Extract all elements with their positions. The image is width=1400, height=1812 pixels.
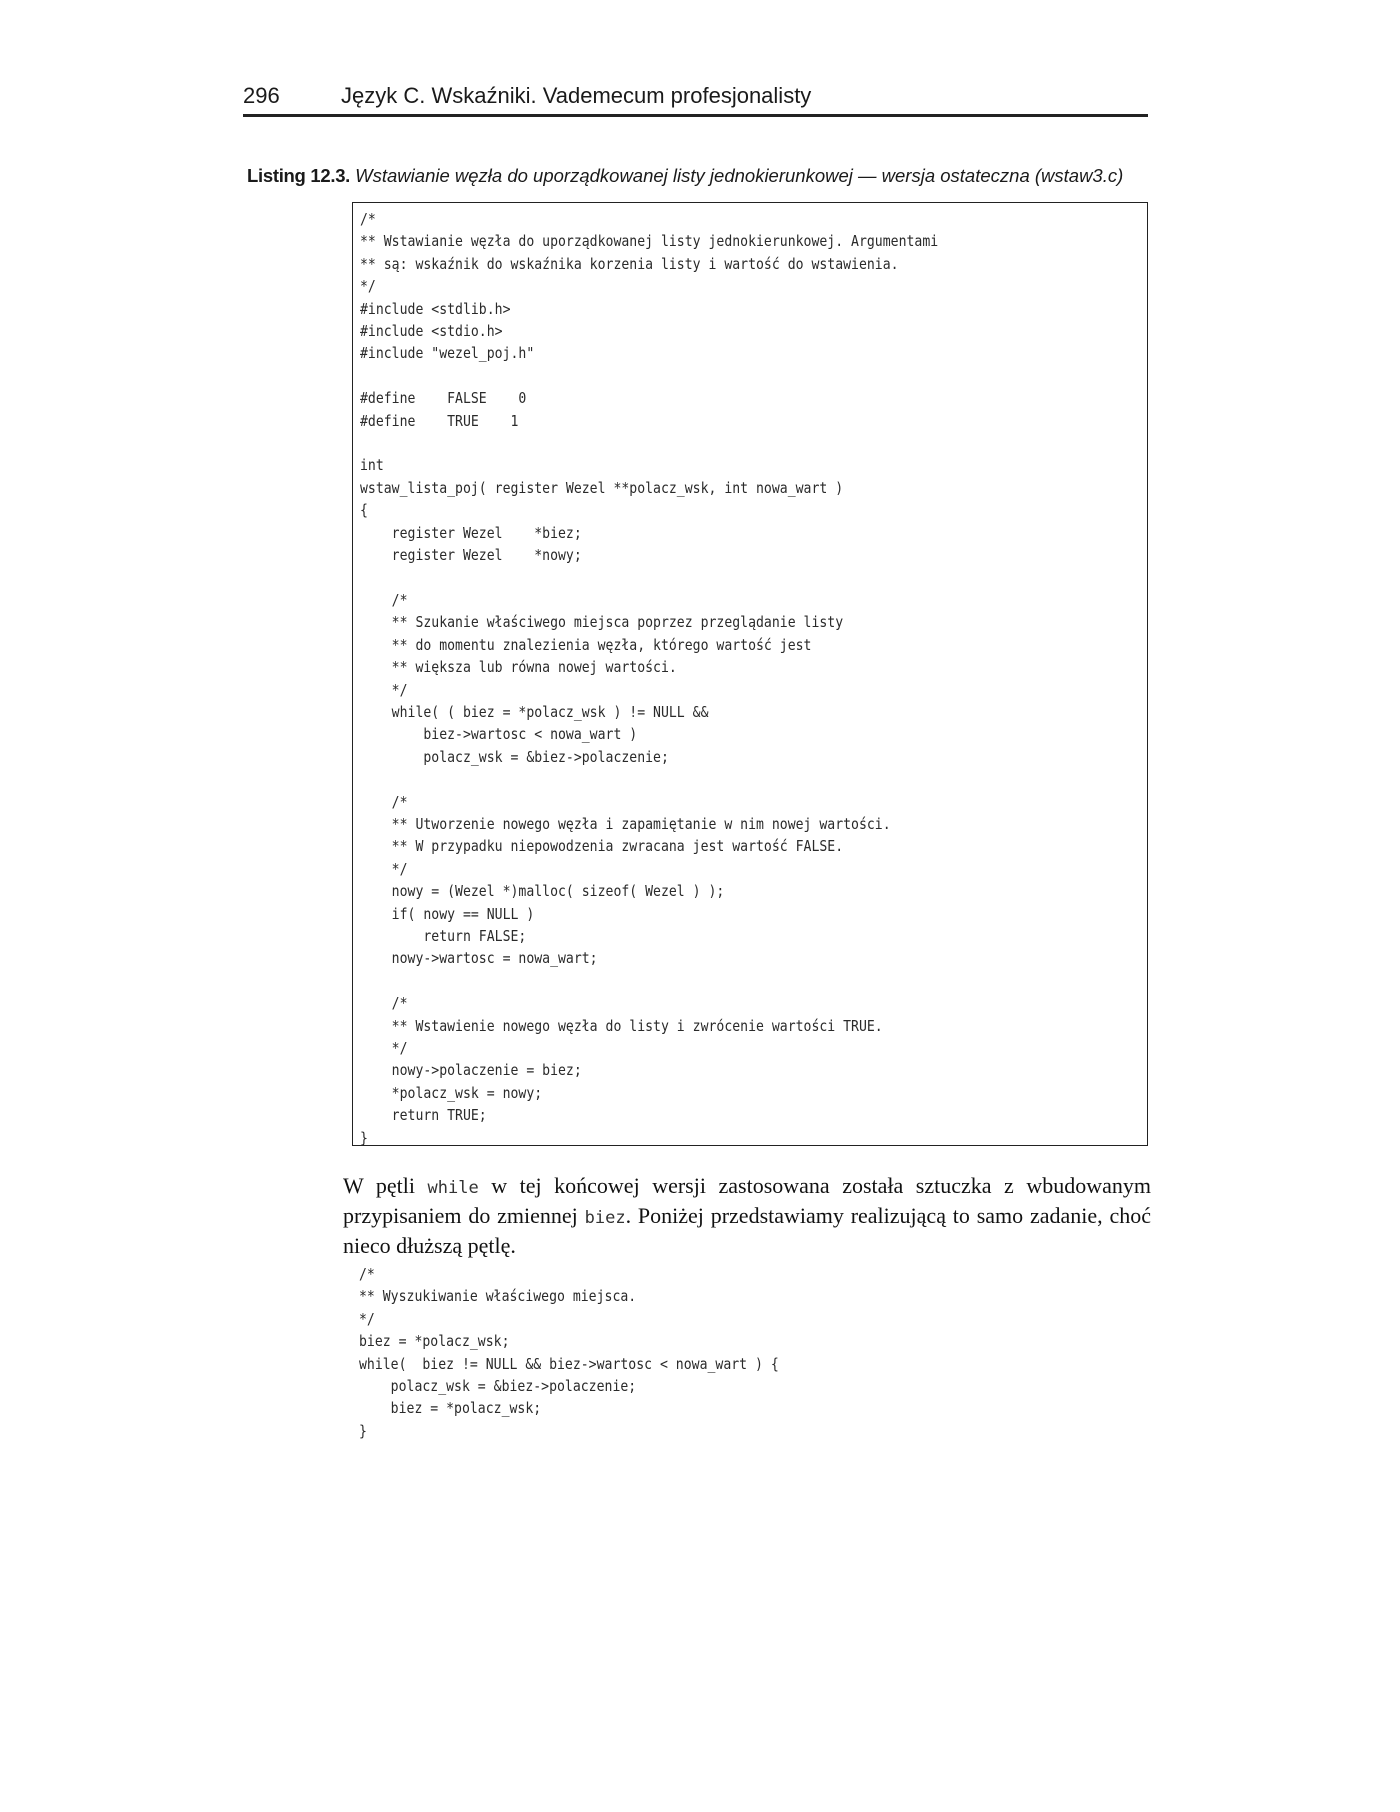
listing-caption bbox=[247, 164, 1167, 188]
page-header bbox=[243, 82, 1148, 110]
paragraph-text-3: . Poniżej przedstawiamy realizującą to samo zadanie, choć nieco dłuższą pętlę. bbox=[343, 1203, 1151, 1258]
snippet-code: /* ** Wyszukiwanie właściwego miejsca. */ biez = *polacz_wsk; while( biez != NULL && biez->wartosc < nowa_wart ) { polacz_wsk = &biez->polaczenie; biez = *polacz_wsk; } bbox=[359, 1265, 779, 1440]
page-number: 296 bbox=[243, 83, 280, 108]
listing-code: /* ** Wstawianie węzła do uporządkowanej listy jednokierunkowej. Argumentami ** są: wskaźnik do wskaźnika korzenia listy i wartość do wstawienia. */ #include <stdlib.h> #include <stdio.h> #include "wezel_poj.h" #define FALSE 0 #define TRUE 1 int wstaw_lista_poj( register Wezel **polacz_wsk, int nowa_wart ) { register Wezel *biez; register Wezel *nowy; /* ** Szukanie właściwego miejsca poprzez przeglądanie listy ** do momentu znalezienia węzła, którego wartość jest ** większa lub równa nowej wartości. */ while( ( biez = *polacz_wsk ) != NULL && biez->wartosc < nowa_wart ) polacz_wsk = &biez->polaczenie; /* ** Utworzenie nowego węzła i zapamiętanie w nim nowej wartości. ** W przypadku niepowodzenia zwracana jest wartość FALSE. */ nowy = (Wezel *)malloc( sizeof( Wezel ) ); if( nowy == NULL ) return FALSE; nowy->wartosc = nowa_wart; /* ** Wstawienie nowego węzła do listy i zwrócenie wartości TRUE. */ nowy->polaczenie = biez; *polacz_wsk = nowy; return TRUE; } bbox=[360, 210, 939, 1147]
paragraph-text-2: w tej końcowej wersji zastosowana została sztuczka z wbudowanym przypisaniem do zmiennej bbox=[343, 1173, 1151, 1228]
body-paragraph bbox=[343, 1172, 1151, 1259]
inline-code-while: while bbox=[427, 1178, 479, 1198]
header-divider bbox=[243, 114, 1148, 117]
book-title: Język C. Wskaźniki. Vademecum profesjonalisty bbox=[341, 83, 812, 108]
listing-label: Listing 12.3. bbox=[247, 165, 351, 186]
listing-code-box bbox=[352, 202, 1148, 1146]
paragraph-text-1: W pętli bbox=[343, 1173, 428, 1198]
inline-code-biez: biez bbox=[584, 1208, 626, 1228]
listing-title: Wstawianie węzła do uporządkowanej listy jednokierunkowej — wersja ostateczna (wstaw3.c) bbox=[355, 165, 1124, 186]
